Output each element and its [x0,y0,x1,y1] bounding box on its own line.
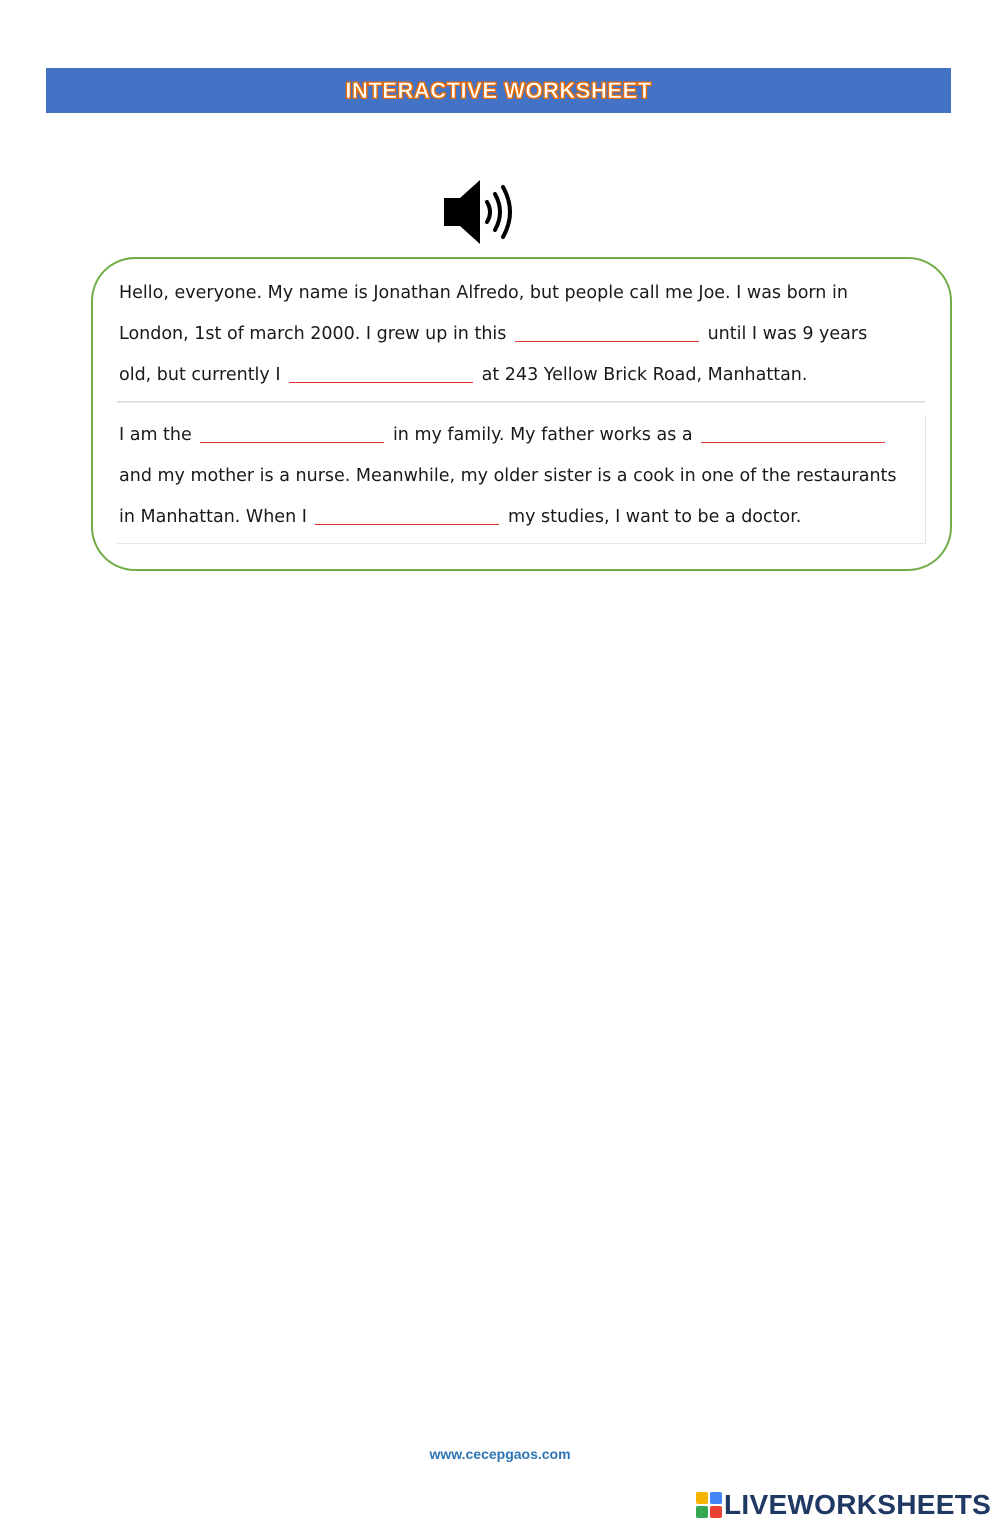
brand-footer [696,1487,991,1523]
text-segment: Hello, everyone. My name is Jonathan Alfredo, but people call me Joe. I was born in [119,283,848,303]
text-segment: in my family. My father works as a [392,425,693,445]
paragraph-2 [117,415,926,544]
speaker-icon[interactable] [440,178,516,246]
text-segment: and my mother is a nurse. Meanwhile, my older sister is a cook in one of the restaurants [119,466,897,486]
paragraph-2-line-1 [117,415,925,456]
answer-blank-5[interactable] [315,502,499,525]
brand-name: LIVEWORKSHEETS [724,1489,992,1520]
paragraph-2-line-3 [117,497,925,538]
liveworksheets-logo-icon [696,1492,722,1518]
answer-blank-1[interactable] [515,319,699,342]
paragraph-2-line-2 [117,456,925,497]
text-segment: at 243 Yellow Brick Road, Manhattan. [481,365,808,385]
text-segment: my studies, I want to be a doctor. [508,507,802,527]
answer-blank-2[interactable] [289,360,473,383]
page-title: INTERACTIVE WORKSHEET [345,77,652,103]
text-segment: in Manhattan. When I [119,507,307,527]
paragraph-1 [117,273,925,402]
text-segment: until I was 9 years [707,324,868,344]
text-segment: old, but currently I [119,365,281,385]
header-banner [46,68,951,113]
text-segment: London, 1st of march 2000. I grew up in this [119,324,507,344]
paragraph-1-line-1 [117,273,925,314]
answer-blank-3[interactable] [200,420,384,443]
text-segment: I am the [119,425,192,445]
paragraph-1-line-3 [117,355,925,396]
answer-blank-4[interactable] [701,420,885,443]
footer-url[interactable]: www.cecepgaos.com [429,1446,571,1462]
paragraph-1-line-2 [117,314,925,355]
